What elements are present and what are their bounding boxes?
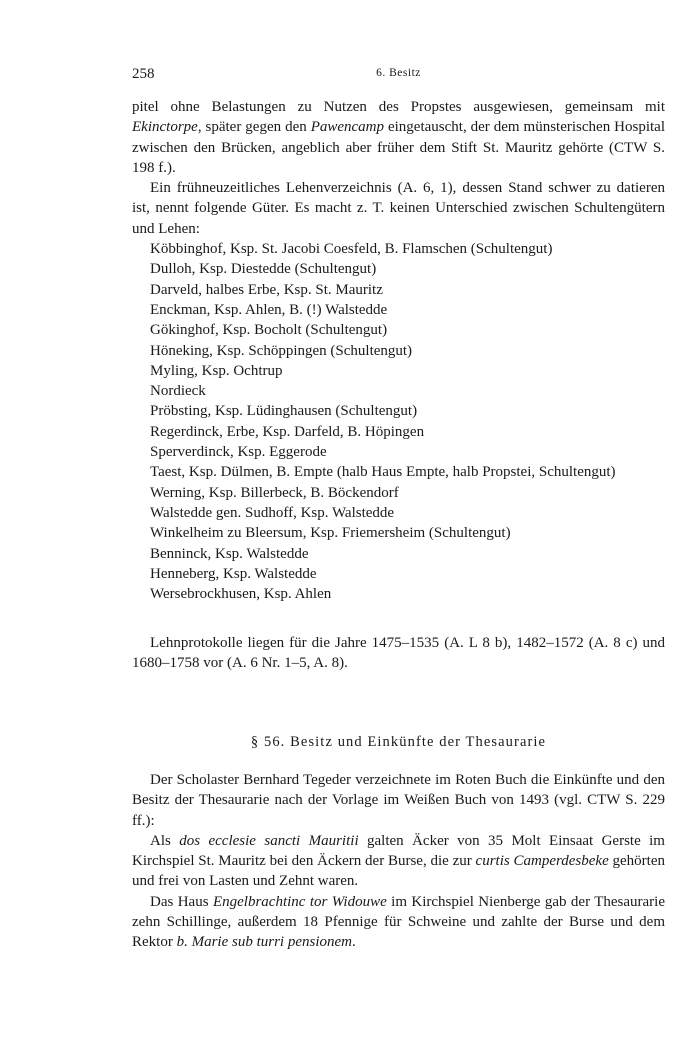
text-run: Das Haus: [150, 893, 213, 910]
text-block-thesaurarie: [132, 770, 665, 953]
text-run: , später gegen den: [197, 119, 311, 136]
latin-term: curtis Camperdesbeke: [475, 853, 609, 870]
text-run: Als: [150, 832, 180, 849]
goods-list: [132, 239, 665, 604]
paragraph-scholaster: Der Scholaster Bernhard Tegeder verzeichnete im Roten Buch die Einkünfte und den Besitz der Thesaurarie nach der Vorlage im Weißen Buch von 1493 (vgl. CTW S. 229 ff.):: [132, 772, 665, 829]
text-run: im Kirchspiel Nienberge gab der Thesaurarie zehn Schillinge, außerdem 18 Pfennige für Schweine und zahlte der Burse und dem Rektor: [132, 893, 666, 951]
text-run: gehörten und frei von Lasten und Zehnt waren.: [132, 853, 665, 890]
text-block-top: [132, 97, 665, 604]
latin-term: b. Marie sub turri pensionem: [176, 934, 352, 951]
latin-term: dos ecclesie sancti Mauritii: [179, 832, 359, 849]
place-name: Ekinctorpe: [132, 119, 198, 136]
list-item: Regerdinck, Erbe, Ksp. Darfeld, B. Höpingen: [150, 423, 425, 440]
list-item: Henneberg, Ksp. Walstedde: [150, 565, 317, 582]
place-name: Engelbrachtinc tor Widouwe: [212, 893, 387, 910]
list-item: Dulloh, Ksp. Diestedde (Schultengut): [150, 261, 377, 278]
running-head: [132, 66, 665, 86]
list-item: Enckman, Ksp. Ahlen, B. (!) Walstedde: [150, 301, 388, 318]
text-run: eingetauscht, der dem münsterischen Hospital zwischen den Brücken, angeblich aber früher dem Stift St. Mauritz gehörte (CTW S. 198 f.).: [132, 119, 665, 176]
list-item: Sperverdinck, Ksp. Eggerode: [150, 444, 327, 461]
paragraph-dos-ecclesie: [132, 831, 665, 892]
running-title: 6. Besitz: [376, 67, 421, 79]
list-item: Nordieck: [150, 383, 206, 400]
text-block-lehnprotokolle: [132, 633, 665, 674]
list-item: Köbbinghof, Ksp. St. Jacobi Coesfeld, B. Flamschen (Schultengut): [150, 241, 553, 258]
list-item: Winkelheim zu Bleersum, Ksp. Friemersheim (Schultengut): [150, 525, 511, 542]
paragraph-lehnprotokolle: Lehnprotokolle liegen für die Jahre 1475–1535 (A. L 8 b), 1482–1572 (A. 8 c) und 1680–1758 vor (A. 6 Nr. 1–5, A. 8).: [132, 635, 665, 672]
paragraph-continuation: [132, 97, 665, 178]
list-item: Taest, Ksp. Dülmen, B. Empte (halb Haus Empte, halb Propstei, Schultengut): [150, 464, 616, 481]
paragraph-lehenverzeichnis: Ein frühneuzeitliches Lehenverzeichnis (A. 6, 1), dessen Stand schwer zu datieren ist, nennt folgende Güter. Es macht z. T. keinen Unterschied zwischen Schultengütern und Lehen:: [132, 180, 665, 237]
text-run: galten Äcker von 35 Molt Einsaat Gerste im Kirchspiel St. Mauritz bei den Äckern der Burse, die zur: [132, 832, 665, 870]
list-item: Walstedde gen. Sudhoff, Ksp. Walstedde: [150, 504, 395, 521]
list-item: Höneking, Ksp. Schöppingen (Schultengut): [150, 342, 413, 359]
text-run: pitel ohne Belastungen zu Nutzen des Propstes ausgewiesen, gemeinsam mit: [132, 99, 665, 115]
page-number: 258: [132, 66, 155, 82]
list-item: Darveld, halbes Erbe, Ksp. St. Mauritz: [150, 281, 383, 298]
list-item: Wersebrockhusen, Ksp. Ahlen: [150, 586, 332, 603]
list-item: Werning, Ksp. Billerbeck, B. Böckendorf: [150, 484, 399, 501]
paragraph-haus-engelbrachtinc: [132, 892, 665, 953]
place-name: Pawencamp: [310, 119, 385, 136]
list-item: Pröbsting, Ksp. Lüdinghausen (Schultengut): [150, 403, 418, 420]
list-item: Benninck, Ksp. Walstedde: [150, 545, 309, 562]
text-run: .: [352, 934, 356, 951]
list-item: Gökinghof, Ksp. Bocholt (Schultengut): [150, 322, 388, 339]
list-item: Myling, Ksp. Ochtrup: [150, 362, 283, 379]
section-heading: § 56. Besitz und Einkünfte der Thesaurarie: [250, 734, 547, 750]
